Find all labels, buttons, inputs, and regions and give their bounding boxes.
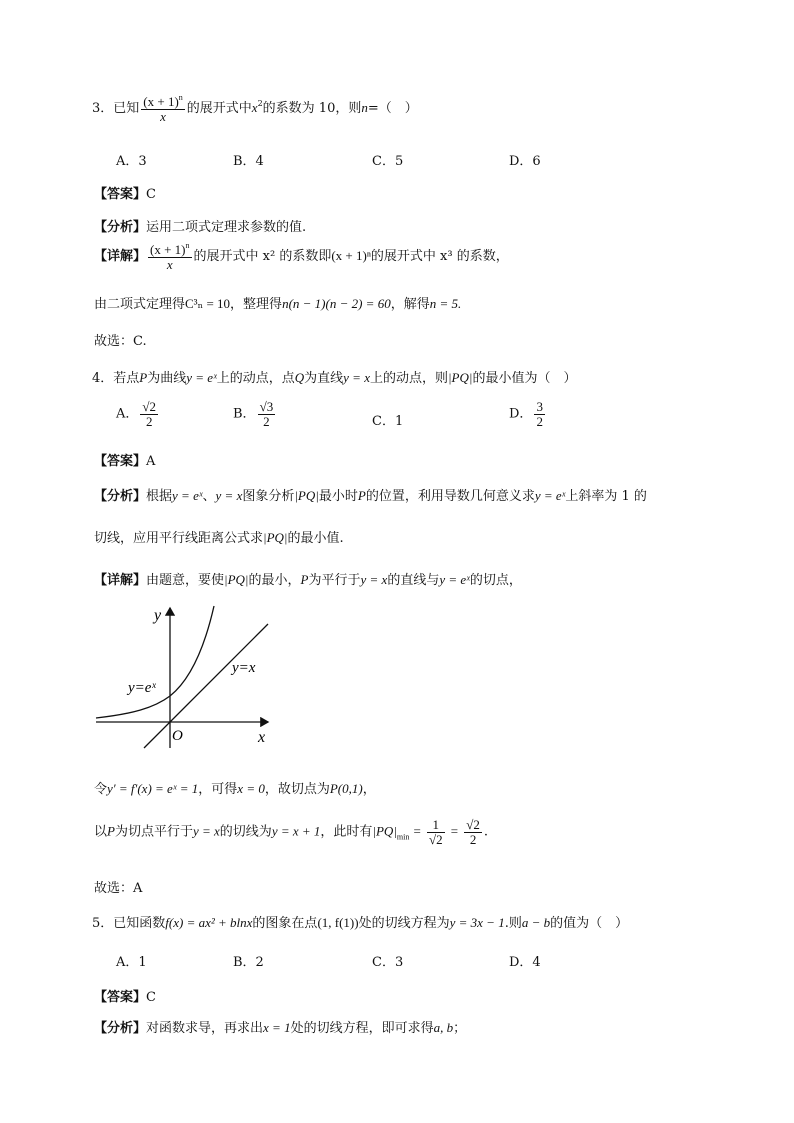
q3-detail-line2 — [94, 293, 461, 312]
q4-d3-frac2 — [464, 818, 482, 846]
graph-origin-label: O — [172, 728, 183, 744]
q4-detail-line2 — [94, 778, 376, 797]
q4-d1-i: 的切点， — [469, 573, 522, 588]
q3-stem — [92, 94, 418, 123]
q4-option-b[interactable] — [233, 400, 277, 428]
q4-line: y = x — [343, 370, 370, 385]
q4-option-a-frac — [140, 400, 158, 428]
q4-answer-tag: 【答案】 — [94, 454, 147, 469]
q4-pq: |PQ| — [447, 370, 473, 385]
graph-line-y-eq-x — [144, 624, 268, 748]
q4-stem-c: 上的动点，点 — [216, 371, 295, 386]
q3-answer-tag: 【答案】 — [94, 187, 147, 202]
q4-d3-frac2-den: 2 — [469, 831, 477, 847]
q5-option-d[interactable]: D．4 — [509, 955, 541, 970]
q4-d3-frac2-num: √2 — [466, 817, 480, 832]
q4-detail-line3 — [94, 818, 488, 846]
q4-option-c[interactable]: C．1 — [372, 414, 404, 429]
q5-stem-e: 的值为（ ） — [550, 916, 629, 931]
q4-an1-k: 上斜率为 1 的 — [565, 489, 647, 504]
q5-func: f(x) = ax² + blnx — [165, 915, 253, 930]
q4-d1-b: |PQ| — [224, 572, 249, 587]
q3-detail-c: 的展开式中 x³ 的系数， — [370, 249, 509, 265]
q3-line2-b: ，整理得 — [230, 297, 283, 312]
q4-d3-min: min — [396, 832, 410, 842]
q4-an1-j: y = eˣ — [534, 488, 566, 503]
q3-detail-line1 — [94, 242, 509, 271]
q3-detail-fraction — [148, 242, 192, 271]
q4-d2-e: ，故切点为 — [264, 782, 330, 797]
q3-detail-frac-num: (x + 1) — [150, 242, 186, 257]
q4-graph — [92, 600, 292, 750]
q5-expr: a − b — [521, 915, 551, 930]
q5-stem-a: 5．已知函数 — [92, 916, 166, 931]
q4-d3-frac1-den: √2 — [428, 831, 443, 847]
q3-detail-frac-den: x — [166, 256, 173, 272]
q3-option-b[interactable]: B．4 — [233, 154, 264, 169]
q3-fraction — [141, 94, 185, 123]
q4-detail-line1 — [94, 569, 522, 588]
q3-detail-b: (x + 1)ⁿ — [331, 248, 371, 264]
graph-y-label: y — [154, 607, 162, 624]
q5-stem-c: 处的切线方程为 — [358, 916, 450, 931]
q4-analysis-line2 — [94, 527, 344, 546]
q3-analysis — [94, 216, 306, 235]
q4-d3-eq1: = — [413, 823, 421, 839]
q4-an2-b: |PQ| — [263, 530, 288, 545]
q4-an1-g: 最小时 — [318, 489, 358, 504]
q5-an-d: a, b — [433, 1020, 454, 1035]
q4-option-d[interactable] — [509, 400, 547, 428]
q4-curve: y = eˣ — [186, 370, 217, 385]
q4-stem-e: 上的动点，则 — [369, 371, 448, 386]
q4-d3-e: 的切线为 — [219, 824, 272, 840]
graph-line-label: y=x — [232, 660, 256, 676]
q5-an-e: ； — [453, 1021, 467, 1036]
q5-analysis-tag: 【分析】 — [94, 1021, 147, 1036]
q3-frac-num: (x + 1) — [143, 94, 179, 109]
q4-d3-f: y = x + 1 — [271, 823, 321, 839]
q5-answer — [94, 986, 156, 1005]
q4-option-b-num: √3 — [259, 399, 274, 414]
q3-option-c[interactable]: C．5 — [372, 154, 404, 169]
q5-analysis — [94, 1017, 466, 1036]
q4-an1-h: P — [357, 488, 366, 503]
q4-stem-d: 为直线 — [304, 371, 344, 386]
q4-conclusion: 故选：A — [94, 881, 143, 896]
q4-d3-g: ，此时有 — [320, 824, 373, 840]
q4-option-a-num: √2 — [142, 399, 157, 414]
q4-an1-e: 图象分析 — [242, 489, 295, 504]
q5-stem — [92, 912, 628, 931]
q4-stem-f: 的最小值为（ ） — [472, 371, 577, 386]
q3-stem-n: n — [361, 100, 368, 116]
q4-d3-d: y = x — [192, 823, 220, 839]
q4-option-b-label: B． — [233, 406, 256, 422]
q4-d3-h: |PQ| — [372, 823, 397, 839]
q3-line2-eq: n(n − 1)(n − 2) = 60 — [282, 296, 391, 311]
q4-d2-g: ， — [362, 782, 376, 797]
q3-stem-b: 的系数为 10，则 — [262, 101, 362, 117]
q3-analysis-tag: 【分析】 — [94, 220, 147, 235]
q4-d1-g: 的直线与 — [387, 573, 440, 588]
q4-d1-f: y = x — [360, 572, 388, 587]
q4-an1-a: 根据 — [146, 489, 173, 504]
q5-option-a[interactable]: A．1 — [116, 955, 147, 970]
q3-detail-tag: 【详解】 — [94, 249, 147, 265]
q3-line2-comb: C³ₙ = 10 — [185, 296, 231, 311]
q4-an2-c: 的最小值. — [287, 531, 344, 546]
q4-stem — [92, 367, 576, 386]
q5-tangent: y = 3x − 1 — [449, 915, 505, 930]
q5-an-b: x = 1 — [263, 1020, 291, 1035]
q3-stem-a: 的展开式中 — [186, 101, 252, 117]
q5-an-c: 处的切线方程，即可求得 — [290, 1021, 434, 1036]
q4-an1-c: 、 — [202, 489, 216, 504]
q3-analysis-text: 运用二项式定理求参数的值. — [146, 220, 307, 235]
q4-analysis-tag: 【分析】 — [94, 489, 147, 504]
q4-d3-c: 为切点平行于 — [114, 824, 193, 840]
q4-d1-e: 为平行于 — [308, 573, 361, 588]
q4-d2-f: P(0,1) — [329, 781, 363, 796]
q3-line2-a: 由二项式定理得 — [94, 297, 186, 312]
q3-frac-den: x — [160, 108, 166, 124]
q4-d1-a: 由题意，要使 — [146, 573, 225, 588]
q5-option-b[interactable]: B．2 — [233, 955, 264, 970]
q3-stem-c: =（ ） — [367, 101, 418, 117]
q4-d3-dot: . — [483, 824, 489, 840]
q3-frac-num-exp: n — [178, 93, 183, 102]
q4-option-b-den: 2 — [263, 413, 270, 429]
graph-curve-label: y=eˣ — [128, 680, 156, 696]
q4-answer-value: A — [146, 454, 156, 469]
q4-d2-c: ，可得 — [198, 782, 238, 797]
q3-conclusion: 故选：C. — [94, 334, 147, 349]
q5-option-c[interactable]: C．3 — [372, 955, 404, 970]
q4-an1-i: 的位置，利用导数几何意义求 — [365, 489, 535, 504]
q3-number: 3．已知 — [92, 101, 140, 117]
q5-answer-tag: 【答案】 — [94, 990, 147, 1005]
q4-stem-a: 4．若点 — [92, 371, 140, 386]
q4-d3-a: 以 — [94, 824, 108, 840]
q4-d2-b: y′ = f′(x) = eˣ = 1 — [107, 781, 199, 796]
q4-option-a-den: 2 — [145, 413, 153, 429]
q4-option-b-frac — [258, 400, 276, 428]
q4-option-d-den: 2 — [536, 413, 543, 429]
q4-d1-c: 的最小， — [248, 573, 301, 588]
q4-option-a[interactable] — [116, 400, 160, 428]
q4-d2-d: x = 0 — [237, 781, 265, 796]
q3-option-a[interactable]: A．3 — [116, 154, 147, 169]
q4-option-d-frac — [534, 400, 545, 428]
q3-detail-frac-exp: n — [185, 241, 190, 250]
q4-an1-d: y = x — [215, 488, 243, 503]
q4-option-d-num: 3 — [536, 399, 543, 414]
q4-d3-eq2: = — [450, 823, 459, 839]
q3-answer-value: C — [146, 187, 156, 202]
q4-d3-frac1-num: 1 — [427, 818, 445, 833]
q3-answer — [94, 183, 156, 202]
q4-analysis-line1 — [94, 485, 647, 504]
q4-an1-f: |PQ| — [294, 488, 319, 503]
q4-option-d-label: D． — [509, 406, 533, 422]
q4-d3-frac1 — [427, 818, 445, 846]
q5-an-a: 对函数求导，再求出 — [146, 1021, 264, 1036]
q4-answer — [94, 450, 155, 469]
q4-d1-h: y = eˣ — [439, 572, 470, 587]
graph-x-label: x — [258, 729, 266, 746]
q4-detail-tag: 【详解】 — [94, 573, 147, 588]
q5-point: (1, f(1)) — [317, 915, 359, 930]
q3-option-d[interactable]: D．6 — [509, 154, 541, 169]
q3-detail-a: 的展开式中 x² 的系数即 — [193, 249, 332, 265]
q4-stem-b: 为曲线 — [147, 371, 187, 386]
q5-answer-value: C — [146, 990, 156, 1005]
q4-d3-b: P — [107, 823, 115, 839]
q4-d2-a: 令 — [94, 782, 108, 797]
q4-an1-b: y = eˣ — [172, 488, 203, 503]
q4-q: Q — [294, 370, 305, 385]
q4-d1-d: P — [300, 572, 309, 587]
q5-stem-b: 的图象在点 — [252, 916, 318, 931]
q4-p: P — [139, 370, 148, 385]
q3-line2-d: ，解得 — [390, 297, 430, 312]
q4-an2-a: 切线，应用平行线距离公式求 — [94, 531, 264, 546]
q3-stem-var: x — [251, 100, 258, 116]
q5-stem-d: .则 — [504, 916, 522, 931]
q4-option-a-label: A． — [116, 406, 139, 422]
q3-line2-res: n = 5. — [429, 296, 462, 311]
q3-stem-var-exp: 2 — [257, 99, 263, 109]
